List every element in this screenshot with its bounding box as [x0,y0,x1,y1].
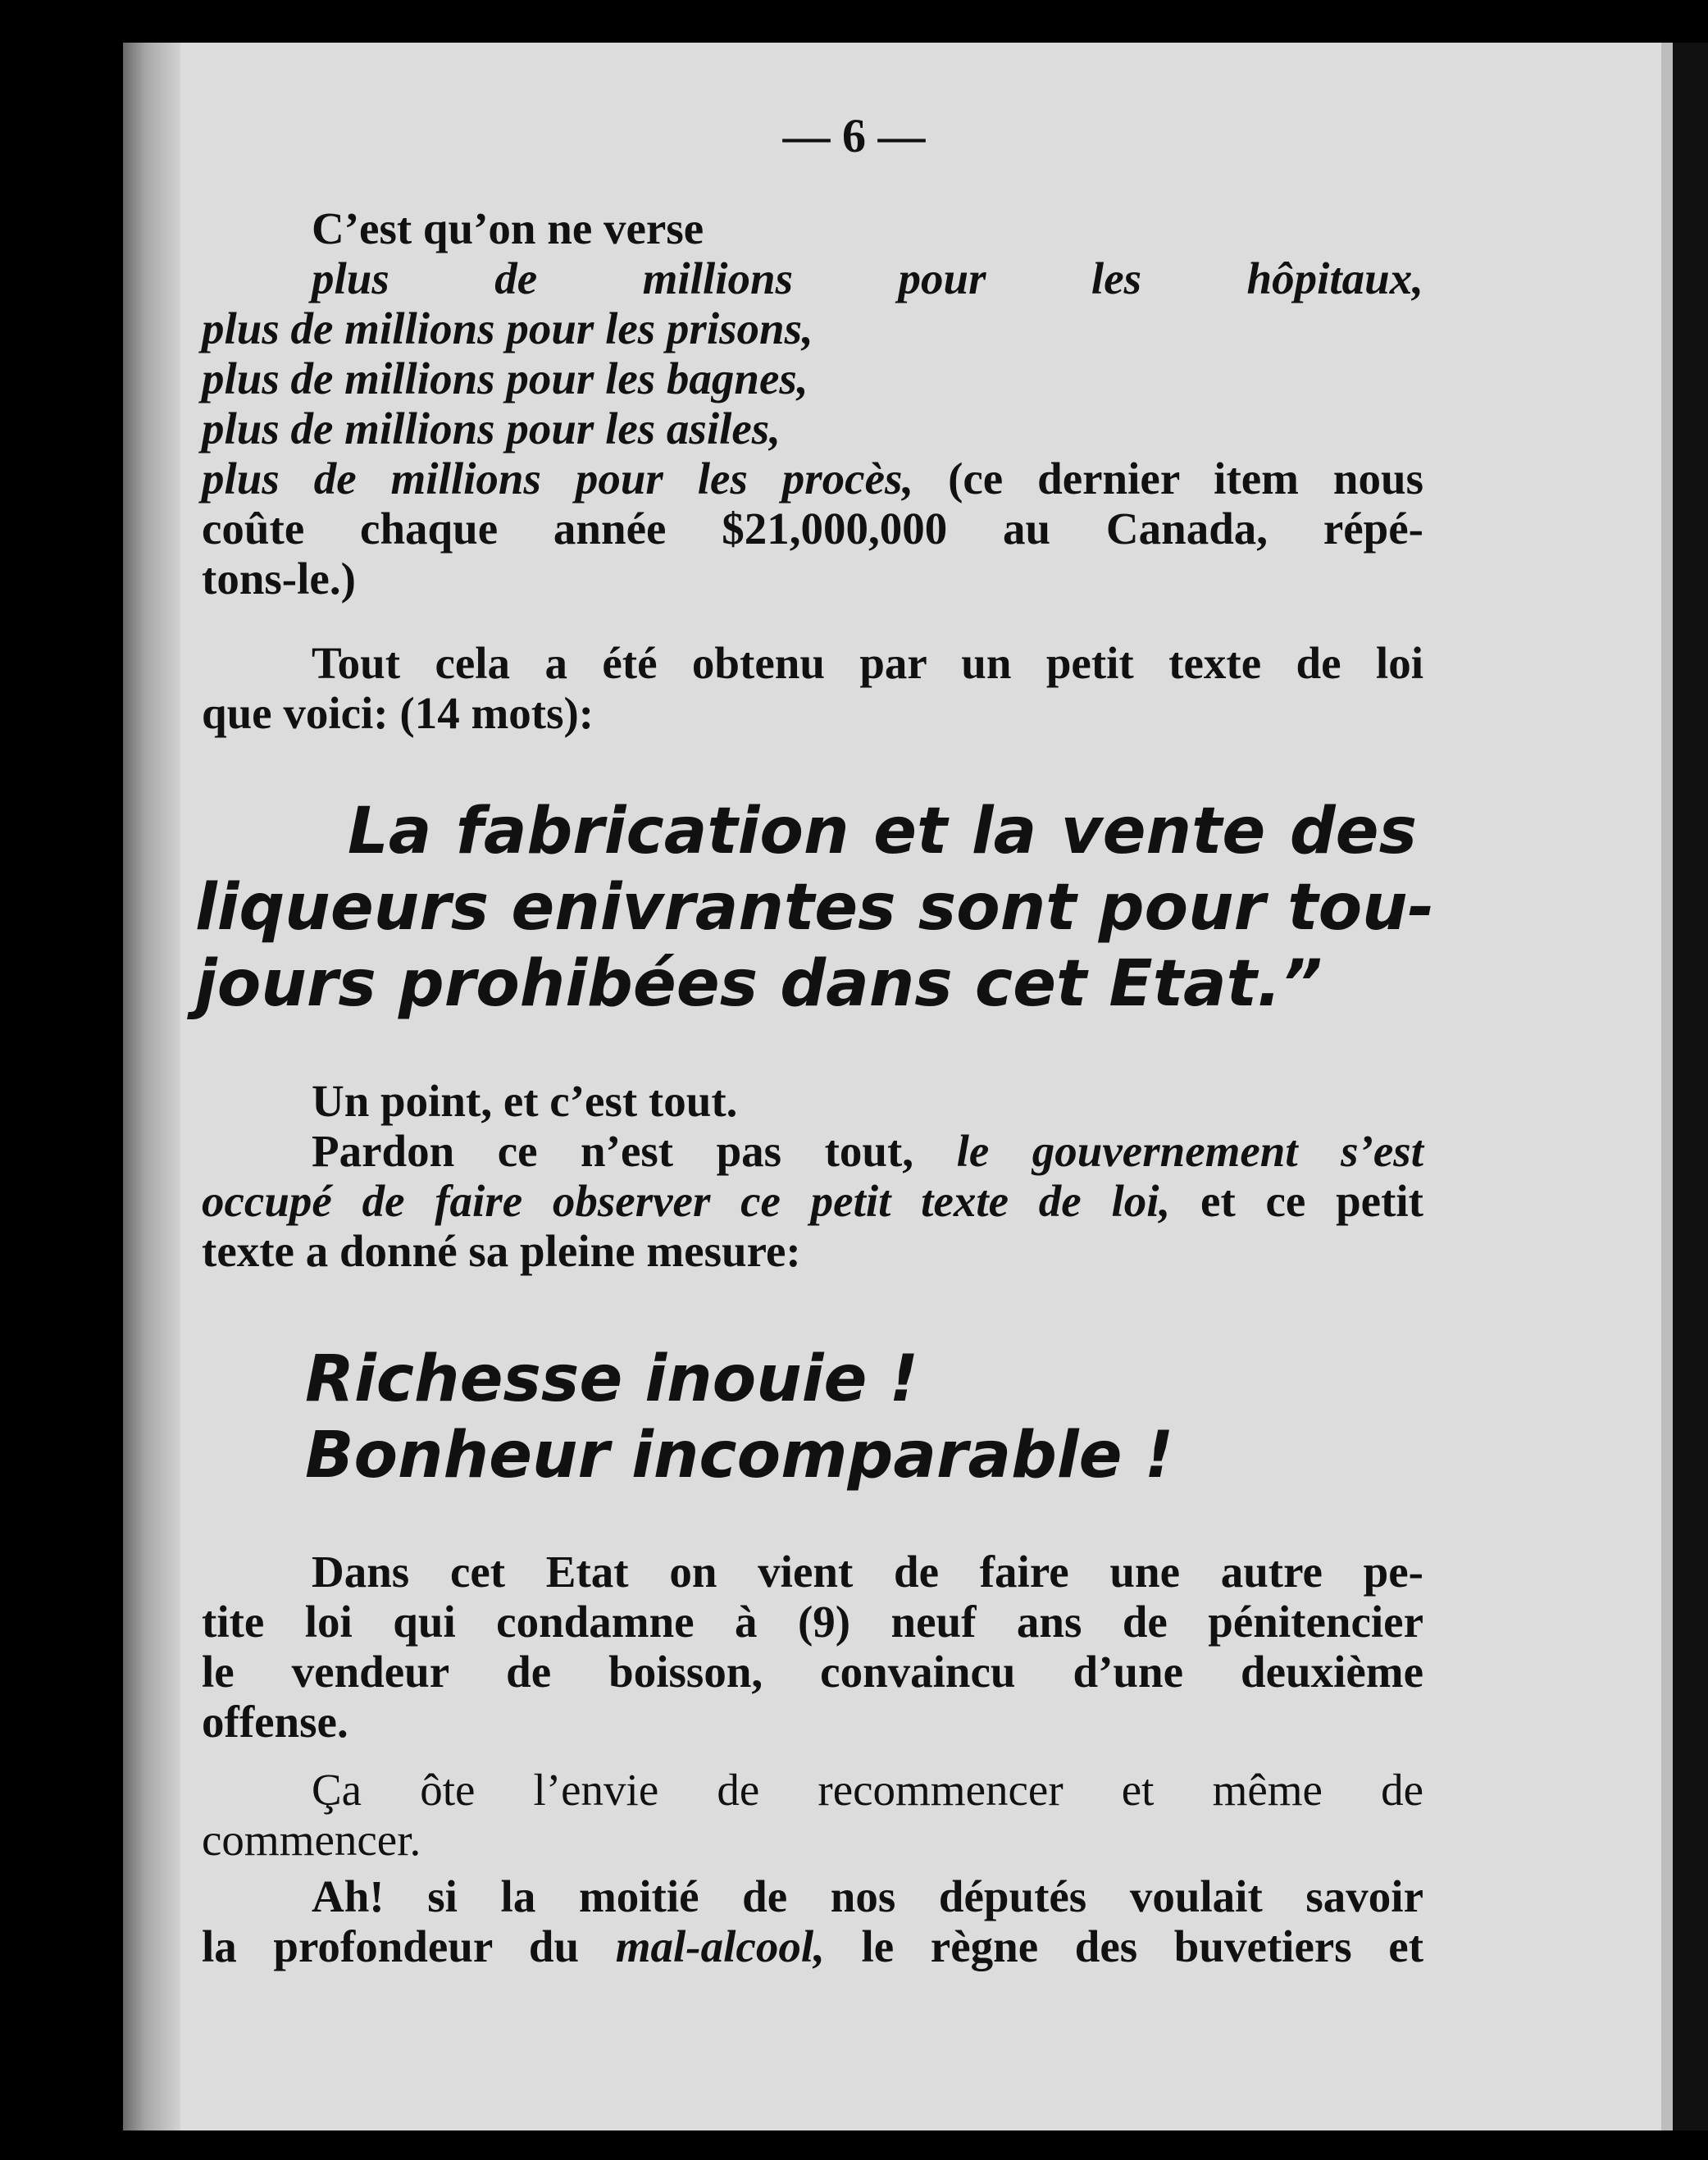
para1-list-item: plus de millions pour les prisons, [202,303,813,353]
para5-line-1: Dans cet Etat on vient de faire une autre pe- [312,1547,1423,1597]
page-number: — 6 — [782,109,926,162]
para4-italic: le gouvernement s’est [956,1126,1423,1176]
paragraph-2 [202,638,1423,738]
exclaim-line-1: Richesse inouie ! [305,1342,919,1416]
para7-line-1: Ah! si la moitié de nos députés voulait savoir [312,1871,1423,1921]
para1-list-item: plus de millions pour les bagnes, [202,353,808,403]
binding-shadow [123,43,180,2130]
paragraph-7 [202,1871,1423,1971]
paragraph-1 [202,203,1423,604]
para2-line-2: que voici: (14 mots): [202,688,594,738]
exclaim-line-2: Bonheur incomparable ! [305,1419,1174,1492]
quote-line-3: jours prohibées dans cet Etat.” [195,947,1323,1021]
para4-line-1 [202,1126,1423,1176]
para1-list-item: plus de millions pour les hôpitaux, [312,253,1423,303]
scan-border [1673,43,1708,2130]
para1-lead: C’est qu’on ne verse [312,203,704,253]
page-edge [1661,43,1673,2130]
paragraph-6 [202,1765,1423,1865]
para1-tail-2: coûte chaque année $21,000,000 au Canada, répé- [202,504,1423,554]
para1-list-item: plus de millions pour les procès, [202,453,914,504]
quote-line-1: La fabrication et la vente des [348,795,1417,868]
para7-italic: mal-alcool, [615,1921,825,1971]
law-quote [195,794,1435,1023]
para4-line-3: texte a donné sa pleine mesure: [202,1226,801,1276]
para4-line-2 [202,1176,1423,1226]
para4-italic-2: occupé de faire observer ce petit texte de loi, [202,1176,1171,1226]
para1-list-last-line [202,453,1423,504]
para4-plain-2: et ce petit [1200,1176,1423,1226]
para5-line-4: offense. [202,1697,348,1747]
exclamations [202,1342,1423,1494]
para3-line-1: Un point, et c’est tout. [312,1076,738,1126]
para4-plain: Pardon ce n’est pas tout, [312,1126,914,1176]
para7-plain-b: le règne des buvetiers et [861,1921,1424,1971]
para1-tail-3: tons-le.) [202,554,356,604]
para1-list-item: plus de millions pour les asiles, [202,403,781,453]
para7-line-2 [202,1921,1423,1971]
para5-line-3: le vendeur de boisson, convaincu d’une deuxième [202,1647,1423,1697]
paragraph-5 [202,1547,1423,1747]
para2-line-1: Tout cela a été obtenu par un petit texte de loi [312,638,1423,688]
quote-line-2: liqueurs enivrantes sont pour tou- [195,871,1435,945]
para1-tail: (ce dernier item nous [948,453,1423,504]
para6-line-1: Ça ôte l’envie de recommencer et même de [312,1765,1423,1815]
para5-line-2: tite loi qui condamne à (9) neuf ans de pénitencier [202,1597,1423,1647]
para7-plain-a: la profondeur du [202,1921,580,1971]
paragraph-3-4 [202,1076,1423,1276]
para6-line-2: commencer. [202,1815,421,1865]
